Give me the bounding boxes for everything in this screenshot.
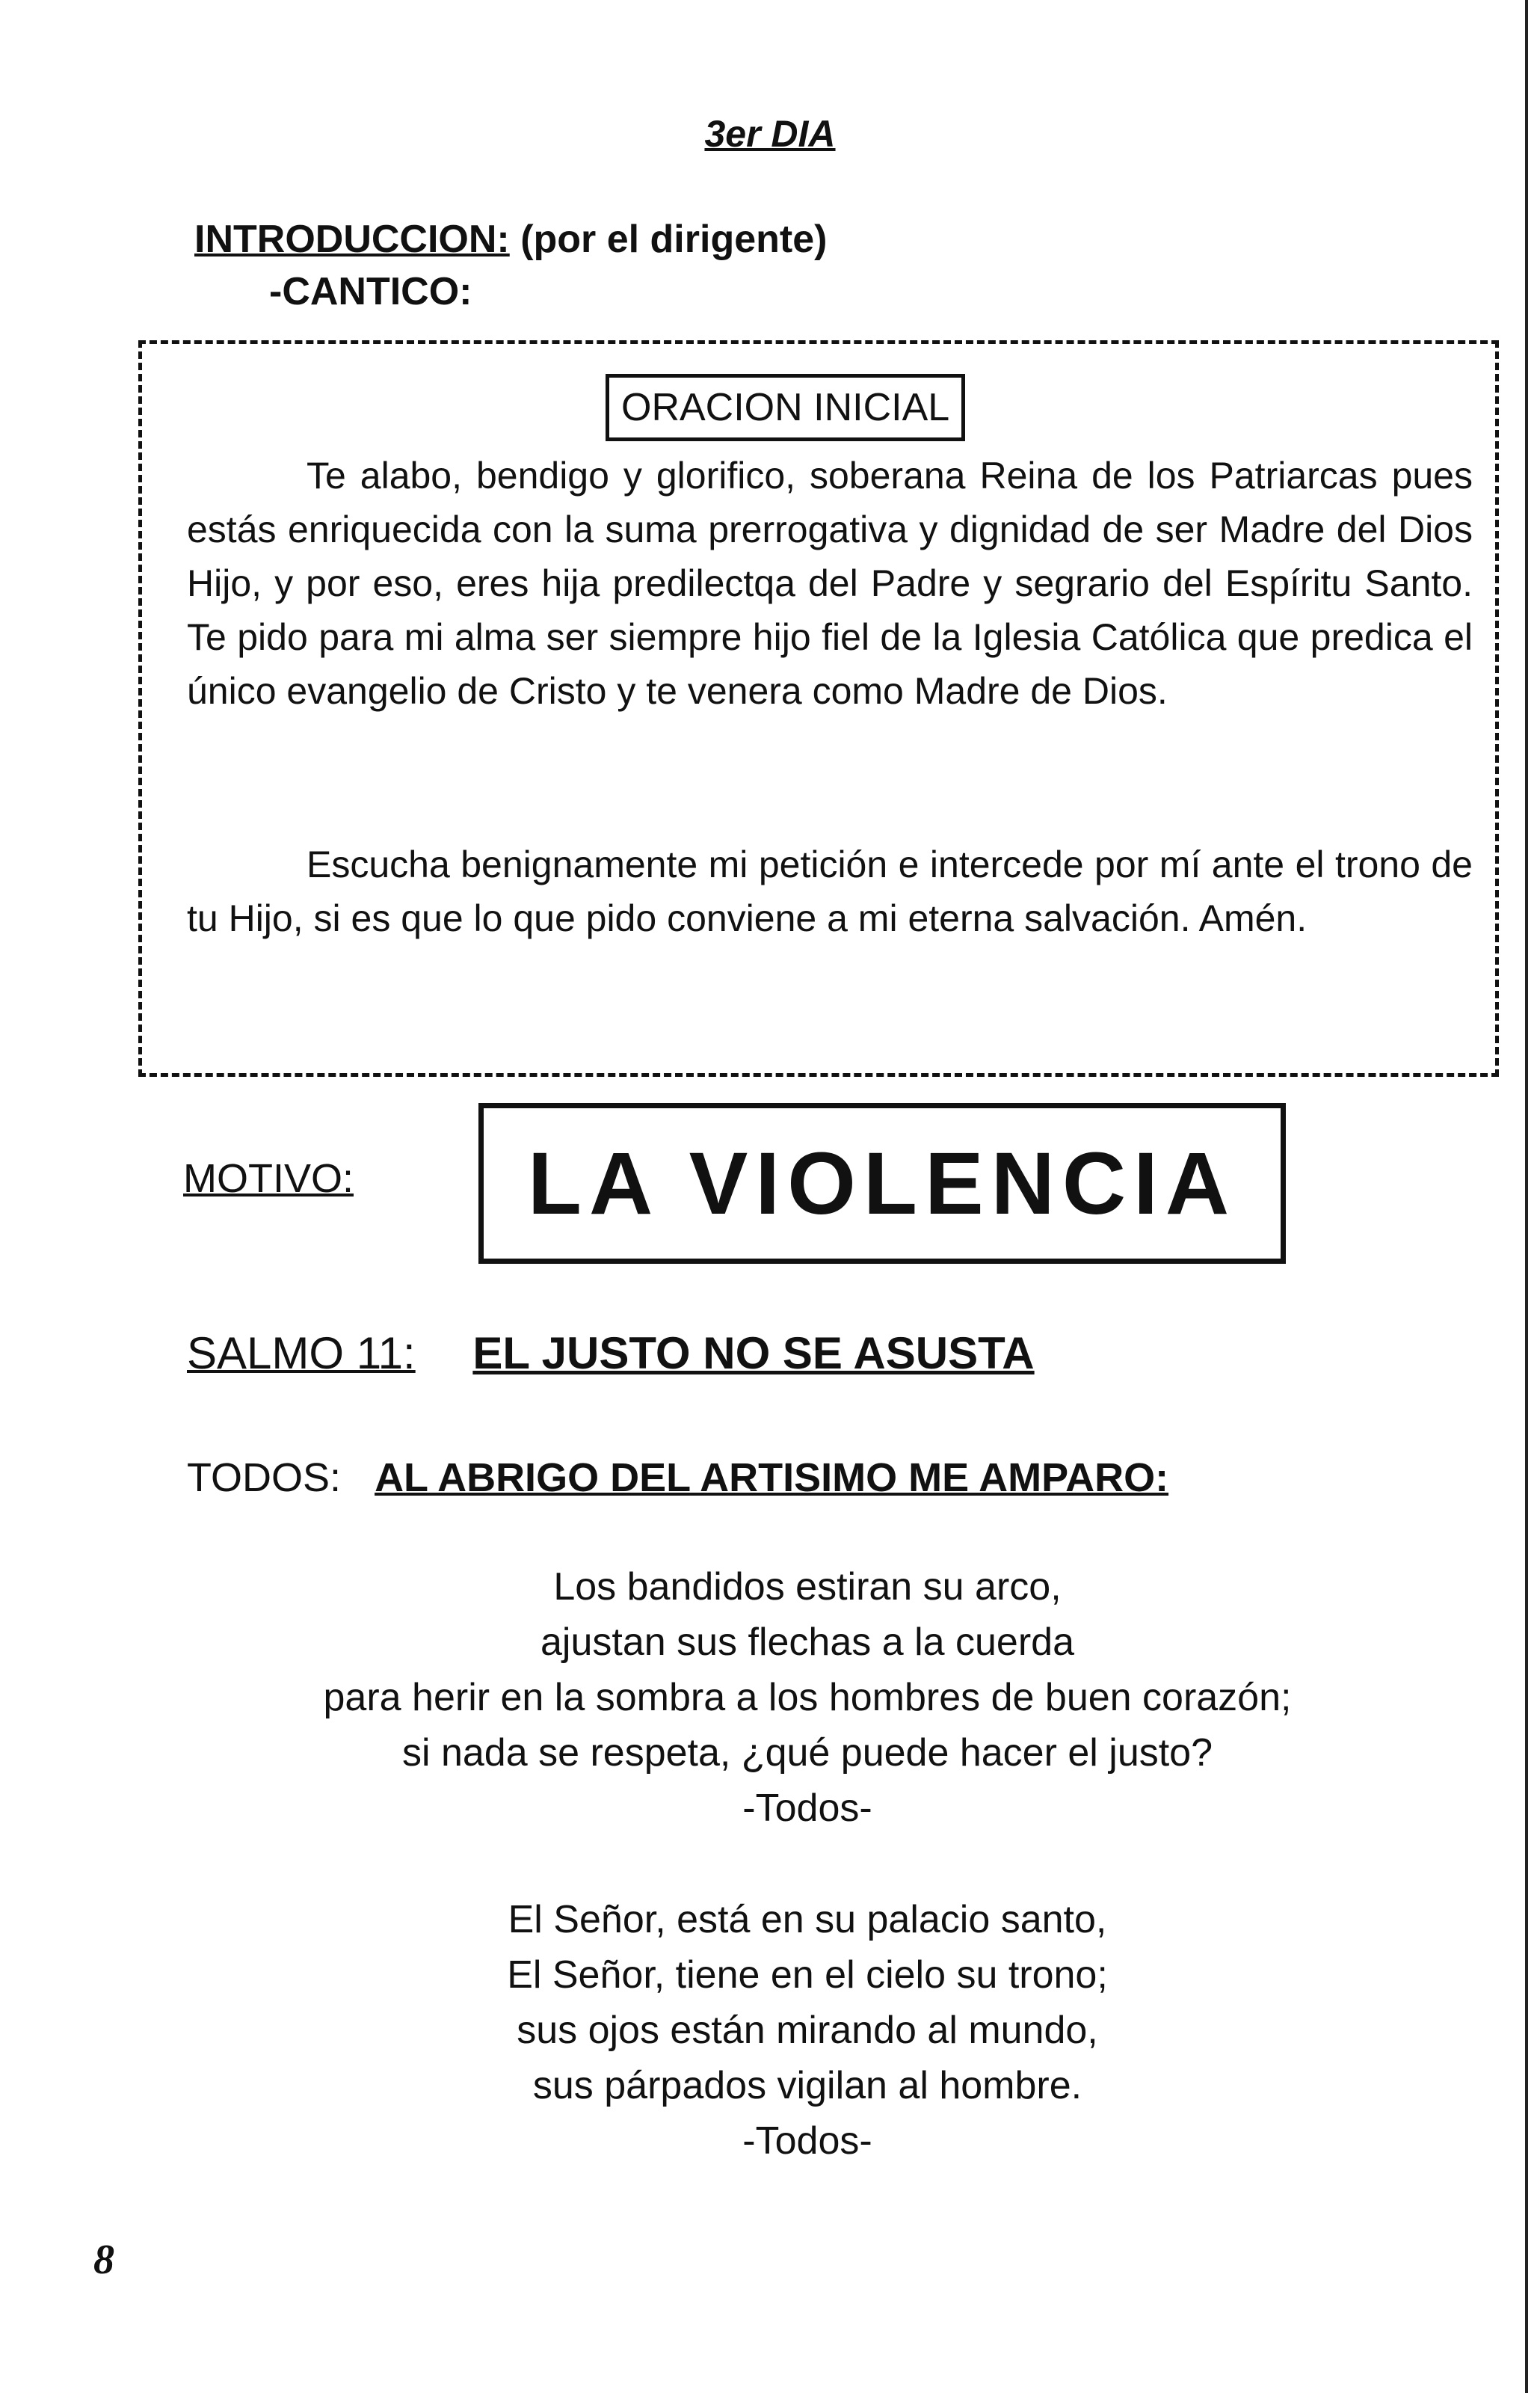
- motivo-title-box: [478, 1103, 1286, 1264]
- stanza-line: El Señor, está en su palacio santo,: [508, 1898, 1107, 1941]
- todos-label: TODOS:: [187, 1455, 342, 1500]
- introduction-note: (por el dirigente): [520, 218, 828, 261]
- psalm-title: EL JUSTO NO SE ASUSTA: [472, 1328, 1035, 1378]
- cantico-label: -CANTICO:: [269, 270, 472, 313]
- prayer-paragraph: Te alabo, bendigo y glorifico, soberana Reina de los Patriarcas pues estás enriquecida con la suma prerrogativa y dignidad de ser Madre del Dios Hijo, y por eso, eres hija predilectqa del Padre y segrario del Espíritu Santo. Te pido para mi alma ser siempre hijo fiel de la Iglesia Católica que predica el único evangelio de Cristo y te venera como Madre de Dios.: [187, 455, 1473, 712]
- motivo-label: MOTIVO:: [183, 1156, 354, 1201]
- day-title: 3er DIA: [704, 113, 836, 155]
- stanza-line: si nada se respeta, ¿qué puede hacer el justo?: [401, 1731, 1213, 1775]
- prayer-paragraph: Escucha benignamente mi petición e intercede por mí ante el trono de tu Hijo, si es que lo que pido conviene a mi eterna salvación. Amén.: [187, 844, 1473, 939]
- motivo-title: LA VIOLENCIA: [527, 1134, 1237, 1233]
- stanza-line: sus párpados vigilan al hombre.: [532, 2064, 1082, 2107]
- introduction-label: INTRODUCCION:: [194, 218, 510, 261]
- psalm-stanza: [187, 1892, 1428, 2169]
- stanza-line: ajustan sus flechas a la cuerda: [540, 1621, 1074, 1664]
- psalm-stanza: [187, 1559, 1428, 1836]
- stanza-line: El Señor, tiene en el cielo su trono;: [507, 1953, 1108, 1997]
- stanza-line: para herir en la sombra a los hombres de buen corazón;: [323, 1676, 1292, 1719]
- todos-refrain: AL ABRIGO DEL ARTISIMO ME AMPARO:: [375, 1455, 1169, 1500]
- page-number: 8: [93, 2237, 114, 2283]
- stanza-refrain-cue: -Todos-: [742, 2119, 872, 2163]
- introduction-line: [194, 217, 827, 262]
- psalm-number: SALMO 11:: [187, 1328, 416, 1378]
- page-edge-line: [1525, 0, 1528, 2393]
- stanza-line: Los bandidos estiran su arco,: [553, 1565, 1062, 1609]
- stanza-refrain-cue: -Todos-: [742, 1787, 872, 1830]
- prayer-heading: ORACION INICIAL: [606, 374, 965, 441]
- todos-line: [187, 1454, 1168, 1501]
- psalm-line: [187, 1327, 1035, 1379]
- stanza-line: sus ojos están mirando al mundo,: [517, 2009, 1098, 2052]
